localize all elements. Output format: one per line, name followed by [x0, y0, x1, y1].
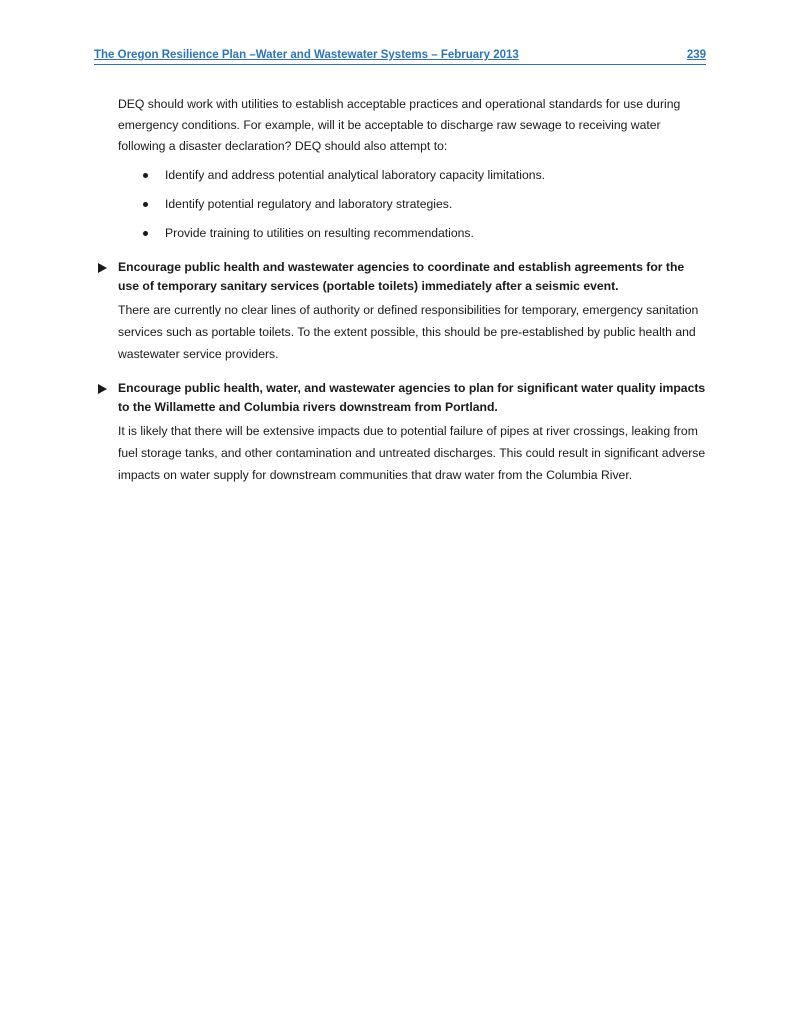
bullet-icon — [143, 173, 148, 178]
list-item — [118, 223, 706, 244]
recommendation-portable-toilets — [94, 258, 706, 365]
recommendation-body: There are currently no clear lines of authority or defined responsibilities for temporary, emergency sanitation services such as portable toilets. To the extent possible, this should be pre-established by public health and wastewater service providers. — [118, 303, 699, 361]
document-title: The Oregon Resilience Plan –Water and Wastewater Systems – February 2013 — [94, 49, 519, 61]
bullet-text: Provide training to utilities on resulting recommendations. — [165, 226, 474, 240]
page-number: 239 — [686, 49, 706, 61]
arrow-right-icon — [98, 384, 107, 394]
bullet-icon — [143, 202, 148, 207]
bullet-icon — [143, 231, 148, 236]
deq-section — [118, 94, 706, 244]
intro-paragraph: DEQ should work with utilities to establish acceptable practices and operational standards for use during emergency conditions. For example, will it be acceptable to discharge raw sewage to receiving water following a disaster declaration? DEQ should also attempt to: — [118, 97, 681, 153]
page-content — [94, 94, 706, 486]
recommendation-water-quality — [94, 379, 706, 486]
bullet-text: Identify and address potential analytical laboratory capacity limitations. — [165, 168, 546, 182]
recommendation-heading: Encourage public health, water, and wastewater agencies to plan for significant water quality impacts to the Willamette and Columbia rivers downstream from Portland. — [118, 381, 706, 414]
bullet-list — [118, 165, 706, 244]
list-item — [118, 165, 706, 186]
running-header — [94, 48, 706, 65]
bullet-text: Identify potential regulatory and laboratory strategies. — [165, 197, 453, 211]
list-item — [118, 194, 706, 215]
arrow-right-icon — [98, 263, 107, 273]
recommendation-body: It is likely that there will be extensive impacts due to potential failure of pipes at river crossings, leaking from fuel storage tanks, and other contamination and untreated discharges. This could result in significant adverse impacts on water supply for downstream communities that draw water from the Columbia River. — [118, 424, 706, 482]
recommendation-heading: Encourage public health and wastewater agencies to coordinate and establish agreements for the use of temporary sanitary services (portable toilets) immediately after a seismic event. — [118, 260, 685, 293]
